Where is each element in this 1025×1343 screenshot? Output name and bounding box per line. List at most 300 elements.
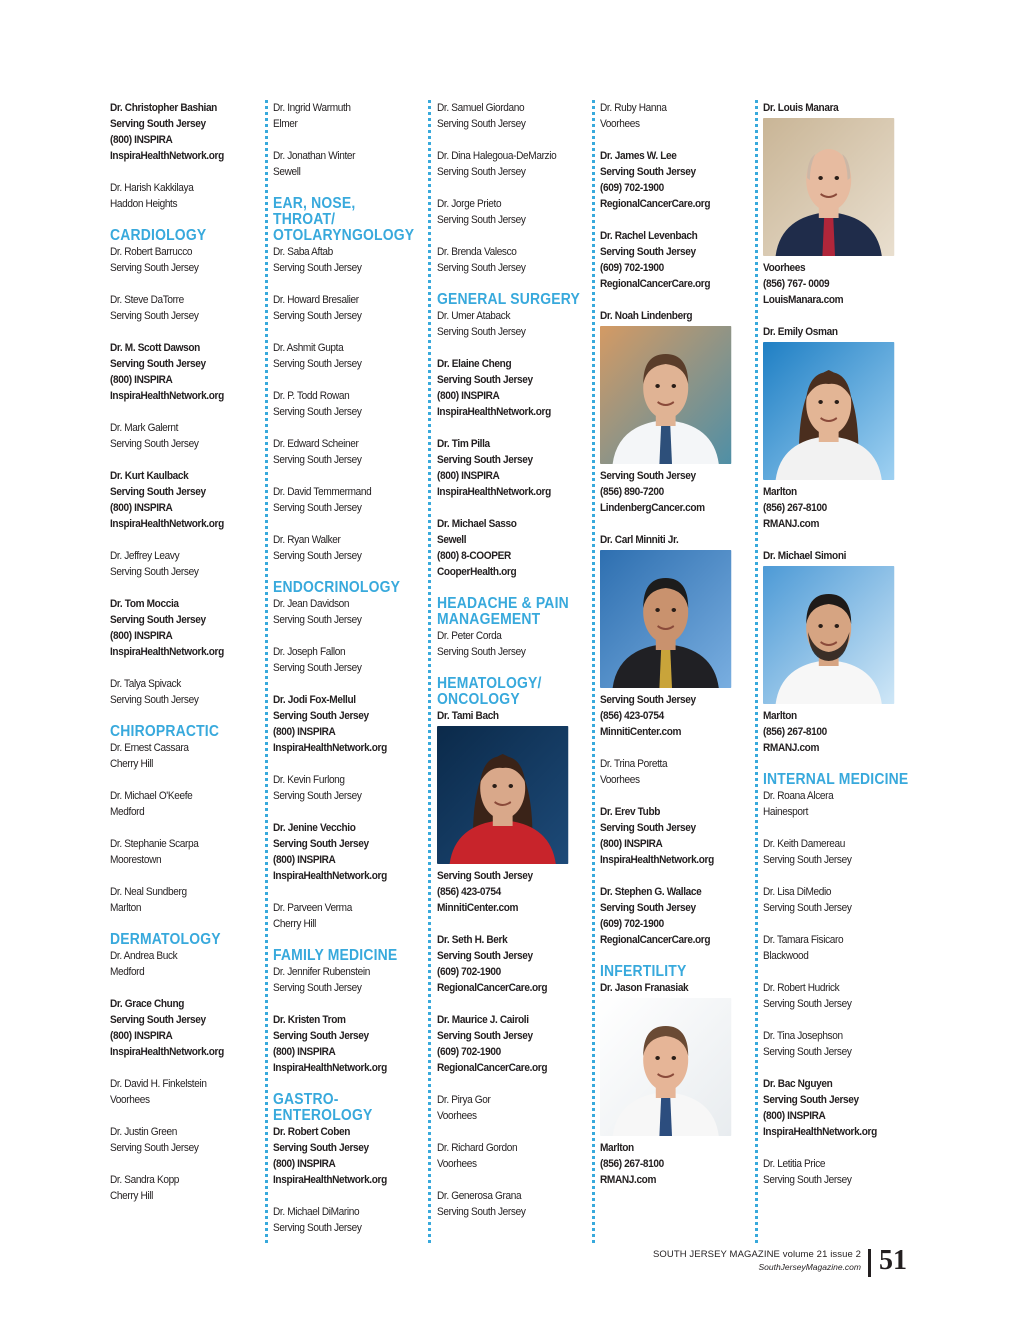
doctor-name: Dr. Erev Tubb xyxy=(600,806,661,818)
doctor-website[interactable]: InspiraHealthNetwork.org xyxy=(110,390,224,402)
doctor-listing xyxy=(437,1188,574,1220)
doctor-name: Dr. Christopher Bashian xyxy=(110,102,217,114)
doctor-location: Sewell xyxy=(273,166,301,178)
doctor-name: Dr. Tamara Fisicaro xyxy=(763,934,844,946)
section-heading-line: INTERNAL MEDICINE xyxy=(763,771,909,788)
doctor-listing xyxy=(110,1076,247,1108)
doctor-location: Serving South Jersey xyxy=(437,646,526,658)
doctor-phone: (609) 702-1900 xyxy=(600,262,664,274)
doctor-website[interactable]: RegionalCancerCare.org xyxy=(600,934,711,946)
doctor-listing xyxy=(763,836,900,868)
doctor-location: Haddon Heights xyxy=(110,198,178,210)
doctor-name: Dr. Harish Kakkilaya xyxy=(110,182,194,194)
doctor-website[interactable]: InspiraHealthNetwork.org xyxy=(273,742,387,754)
doctor-name: Dr. Letitia Price xyxy=(763,1158,826,1170)
doctor-name: Dr. Edward Scheiner xyxy=(273,438,359,450)
doctor-name: Dr. Bac Nguyen xyxy=(763,1078,833,1090)
doctor-name: Dr. Roana Alcera xyxy=(763,790,834,802)
doctor-photo xyxy=(600,998,731,1136)
doctor-photo xyxy=(600,326,731,464)
doctor-location: Cherry Hill xyxy=(110,1190,154,1202)
doctor-phone: (800) INSPIRA xyxy=(437,470,500,482)
doctor-name: Dr. Maurice J. Cairoli xyxy=(437,1014,529,1026)
doctor-location: Serving South Jersey xyxy=(763,902,852,914)
doctor-phone: (800) INSPIRA xyxy=(600,838,663,850)
doctor-listing xyxy=(110,996,247,1060)
doctor-phone: (856) 767- 0009 xyxy=(763,278,830,290)
doctor-location: Serving South Jersey xyxy=(437,166,526,178)
doctor-name: Dr. Jodi Fox-Mellul xyxy=(273,694,356,706)
doctor-listing-featured xyxy=(763,324,900,532)
doctor-name: Dr. Peter Corda xyxy=(437,630,502,642)
doctor-listing xyxy=(600,228,737,292)
doctor-name: Dr. David Temmermand xyxy=(273,486,372,498)
doctor-location: Serving South Jersey xyxy=(763,998,852,1010)
doctor-listing xyxy=(437,1012,574,1076)
doctor-location: Serving South Jersey xyxy=(273,406,362,418)
doctor-location: Serving South Jersey xyxy=(437,1206,526,1218)
doctor-name: Dr. Jeffrey Leavy xyxy=(110,550,180,562)
doctor-listing xyxy=(763,1076,900,1140)
doctor-listing xyxy=(110,948,247,980)
section-heading-internal-medicine xyxy=(763,771,909,788)
doctor-listing xyxy=(600,100,737,132)
doctor-location: Hainesport xyxy=(763,806,809,818)
doctor-listing xyxy=(273,436,410,468)
doctor-listing-featured xyxy=(437,708,574,916)
column-divider xyxy=(592,100,595,1243)
doctor-name: Dr. Lisa DiMedio xyxy=(763,886,832,898)
doctor-listing xyxy=(273,900,410,932)
doctor-location: Voorhees xyxy=(437,1110,477,1122)
doctor-listing xyxy=(110,244,247,276)
doctor-name: Dr. Andrea Buck xyxy=(110,950,178,962)
doctor-photo xyxy=(600,550,731,688)
doctor-name: Dr. Robert Barrucco xyxy=(110,246,193,258)
doctor-name: Dr. Mark Galernt xyxy=(110,422,179,434)
doctor-website[interactable]: InspiraHealthNetwork.org xyxy=(763,1126,877,1138)
doctor-website[interactable]: RegionalCancerCare.org xyxy=(437,982,548,994)
doctor-location: Voorhees xyxy=(600,774,640,786)
doctor-listing xyxy=(437,148,574,180)
directory-column-5 xyxy=(763,100,909,1204)
section-heading-gastro-enterology xyxy=(273,1092,410,1124)
doctor-listing xyxy=(437,244,574,276)
section-heading-line: ENDOCRINOLOGY xyxy=(273,579,401,596)
doctor-photo xyxy=(437,726,568,864)
footer-divider xyxy=(868,1249,871,1277)
doctor-phone: (609) 702-1900 xyxy=(437,966,501,978)
doctor-listing xyxy=(110,340,247,404)
doctor-listing xyxy=(437,1140,574,1172)
doctor-location: Marlton xyxy=(763,710,797,722)
doctor-name: Dr. Joseph Fallon xyxy=(273,646,346,658)
doctor-name: Dr. Tami Bach xyxy=(437,710,499,722)
doctor-listing xyxy=(273,1124,410,1188)
doctor-location: Serving South Jersey xyxy=(273,662,362,674)
doctor-listing xyxy=(110,884,247,916)
doctor-name: Dr. Pirya Gor xyxy=(437,1094,491,1106)
doctor-name: Dr. Jennifer Rubenstein xyxy=(273,966,370,978)
doctor-listing xyxy=(763,788,900,820)
doctor-listing xyxy=(763,980,900,1012)
doctor-phone: (800) INSPIRA xyxy=(437,390,500,402)
doctor-phone: (609) 702-1900 xyxy=(600,182,664,194)
doctor-listing xyxy=(273,100,410,132)
doctor-listing xyxy=(437,932,574,996)
section-heading-line: DERMATOLOGY xyxy=(110,931,221,948)
doctor-listing-featured xyxy=(600,308,737,516)
column-divider xyxy=(265,100,268,1243)
doctor-location: Marlton xyxy=(110,902,142,914)
doctor-phone: (800) 8-COOPER xyxy=(437,550,511,562)
doctor-listing xyxy=(600,148,737,212)
doctor-phone: (856) 890-7200 xyxy=(600,486,664,498)
doctor-website[interactable]: RegionalCancerCare.org xyxy=(600,198,711,210)
doctor-location: Serving South Jersey xyxy=(110,1142,199,1154)
doctor-location: Marlton xyxy=(763,486,797,498)
doctor-photo xyxy=(763,118,894,256)
doctor-name: Dr. Tina Josephson xyxy=(763,1030,843,1042)
doctor-website[interactable]: InspiraHealthNetwork.org xyxy=(110,150,224,162)
doctor-phone: (800) INSPIRA xyxy=(273,854,336,866)
doctor-listing-featured xyxy=(763,548,900,756)
doctor-name: Dr. Samuel Giordano xyxy=(437,102,525,114)
doctor-phone: (856) 267-8100 xyxy=(763,726,827,738)
directory-column-3 xyxy=(437,100,581,1236)
section-heading-line: ENTEROLOGY xyxy=(273,1107,373,1124)
doctor-phone: (856) 267-8100 xyxy=(600,1158,664,1170)
doctor-listing xyxy=(110,292,247,324)
doctor-location: Serving South Jersey xyxy=(110,438,199,450)
doctor-listing xyxy=(437,356,574,420)
doctor-name: Dr. Ruby Hanna xyxy=(600,102,667,114)
doctor-name: Dr. Jorge Prieto xyxy=(437,198,502,210)
doctor-listing xyxy=(437,628,574,660)
doctor-location: Serving South Jersey xyxy=(273,982,362,994)
doctor-listing xyxy=(273,964,410,996)
doctor-name: Dr. Seth H. Berk xyxy=(437,934,508,946)
doctor-location: Serving South Jersey xyxy=(273,310,362,322)
doctor-website[interactable]: InspiraHealthNetwork.org xyxy=(110,518,224,530)
doctor-website[interactable]: RMANJ.com xyxy=(600,1174,657,1186)
doctor-name: Dr. Rachel Levenbach xyxy=(600,230,698,242)
section-heading-headache-pain-management xyxy=(437,596,574,628)
doctor-name: Dr. Tom Moccia xyxy=(110,598,179,610)
doctor-location: Serving South Jersey xyxy=(763,1174,852,1186)
doctor-location: Serving South Jersey xyxy=(600,694,696,706)
doctor-location: Serving South Jersey xyxy=(600,166,696,178)
doctor-location: Serving South Jersey xyxy=(437,454,533,466)
section-heading-chiropractic xyxy=(110,724,247,740)
doctor-name: Dr. Carl Minniti Jr. xyxy=(600,534,679,546)
doctor-name: Dr. Umer Ataback xyxy=(437,310,511,322)
doctor-listing xyxy=(110,180,247,212)
doctor-name: Dr. Grace Chung xyxy=(110,998,185,1010)
doctor-name: Dr. Michael Sasso xyxy=(437,518,517,530)
magazine-issue: volume 21 issue 2 xyxy=(782,1249,861,1260)
doctor-listing xyxy=(110,1124,247,1156)
doctor-location: Serving South Jersey xyxy=(110,310,199,322)
doctor-location: Serving South Jersey xyxy=(273,454,362,466)
section-heading-line: FAMILY MEDICINE xyxy=(273,947,398,964)
doctor-listing xyxy=(110,676,247,708)
doctor-website[interactable]: InspiraHealthNetwork.org xyxy=(273,870,387,882)
doctor-listing xyxy=(437,196,574,228)
section-heading-general-surgery xyxy=(437,291,581,308)
doctor-location: Serving South Jersey xyxy=(437,326,526,338)
doctor-website[interactable]: LindenbergCancer.com xyxy=(600,502,705,514)
doctor-listing xyxy=(110,788,247,820)
doctor-listing-featured xyxy=(600,532,737,740)
doctor-location: Serving South Jersey xyxy=(273,1142,369,1154)
doctor-listing xyxy=(437,1092,574,1124)
doctor-name: Dr. Jason Franasiak xyxy=(600,982,689,994)
doctor-location: Serving South Jersey xyxy=(273,550,362,562)
doctor-location: Serving South Jersey xyxy=(110,566,199,578)
doctor-listing xyxy=(110,548,247,580)
doctor-location: Serving South Jersey xyxy=(273,710,369,722)
magazine-name: SOUTH JERSEY MAGAZINE xyxy=(652,1249,780,1260)
doctor-name: Dr. Dina Halegoua-DeMarzio xyxy=(437,150,557,162)
doctor-location: Serving South Jersey xyxy=(437,118,526,130)
doctor-listing xyxy=(110,468,247,532)
doctor-name: Dr. Ryan Walker xyxy=(273,534,341,546)
doctor-location: Serving South Jersey xyxy=(600,246,696,258)
doctor-name: Dr. Michael Simoni xyxy=(763,550,847,562)
column-divider xyxy=(755,100,758,1243)
doctor-location: Serving South Jersey xyxy=(110,118,206,130)
doctor-name: Dr. Michael DiMarino xyxy=(273,1206,360,1218)
doctor-location: Sewell xyxy=(437,534,467,546)
doctor-listing xyxy=(273,644,410,676)
doctor-name: Dr. Louis Manara xyxy=(763,102,839,114)
doctor-location: Serving South Jersey xyxy=(600,822,696,834)
magazine-credit xyxy=(653,1249,861,1260)
doctor-website[interactable]: LouisManara.com xyxy=(763,294,844,306)
doctor-location: Serving South Jersey xyxy=(273,1222,362,1234)
doctor-name: Dr. David H. Finkelstein xyxy=(110,1078,207,1090)
doctor-location: Serving South Jersey xyxy=(273,262,362,274)
doctor-location: Serving South Jersey xyxy=(273,1030,369,1042)
doctor-phone: (800) INSPIRA xyxy=(110,502,173,514)
section-heading-hematology-oncology xyxy=(437,676,574,708)
doctor-location: Serving South Jersey xyxy=(110,1014,206,1026)
doctor-website[interactable]: RMANJ.com xyxy=(763,742,820,754)
doctor-name: Dr. Michael O'Keefe xyxy=(110,790,193,802)
doctor-phone: (856) 423-0754 xyxy=(437,886,501,898)
doctor-location: Serving South Jersey xyxy=(763,854,852,866)
doctor-listing xyxy=(273,1012,410,1076)
doctor-name: Dr. Tim Pilla xyxy=(437,438,490,450)
doctor-website[interactable]: InspiraHealthNetwork.org xyxy=(600,854,714,866)
doctor-phone: (800) INSPIRA xyxy=(273,726,336,738)
doctor-name: Dr. Jenine Vecchio xyxy=(273,822,356,834)
directory-column-2 xyxy=(273,100,415,1252)
doctor-phone: (800) INSPIRA xyxy=(273,1158,336,1170)
doctor-name: Dr. Noah Lindenberg xyxy=(600,310,693,322)
doctor-listing xyxy=(600,804,737,868)
doctor-website[interactable]: InspiraHealthNetwork.org xyxy=(437,486,551,498)
doctor-website[interactable]: RegionalCancerCare.org xyxy=(600,278,711,290)
doctor-website[interactable]: RMANJ.com xyxy=(763,518,820,530)
doctor-name: Dr. Parveen Verma xyxy=(273,902,352,914)
doctor-phone: (800) INSPIRA xyxy=(110,374,173,386)
doctor-location: Serving South Jersey xyxy=(110,694,199,706)
doctor-listing xyxy=(437,100,574,132)
magazine-website: SouthJerseyMagazine.com xyxy=(758,1262,861,1272)
doctor-location: Serving South Jersey xyxy=(273,358,362,370)
doctor-phone: (609) 702-1900 xyxy=(437,1046,501,1058)
doctor-phone: (856) 267-8100 xyxy=(763,502,827,514)
section-heading-line: OTOLARYNGOLOGY xyxy=(273,227,415,244)
doctor-location: Serving South Jersey xyxy=(273,614,362,626)
doctor-website[interactable]: InspiraHealthNetwork.org xyxy=(110,646,224,658)
doctor-website[interactable]: MinnitiCenter.com xyxy=(437,902,519,914)
doctor-name: Dr. Howard Bresalier xyxy=(273,294,359,306)
doctor-location: Medford xyxy=(110,966,145,978)
doctor-listing xyxy=(763,1156,900,1188)
section-heading-line: INFERTILITY xyxy=(600,963,687,980)
section-heading-line: EAR, NOSE, xyxy=(273,195,356,212)
doctor-listing xyxy=(273,596,410,628)
doctor-listing xyxy=(273,340,410,372)
section-heading-line: HEADACHE & PAIN xyxy=(437,595,569,612)
directory-column-4 xyxy=(600,100,737,1204)
doctor-phone: (800) INSPIRA xyxy=(273,1046,336,1058)
doctor-listing xyxy=(763,932,900,964)
doctor-website[interactable]: MinnitiCenter.com xyxy=(600,726,682,738)
doctor-listing xyxy=(110,100,247,164)
doctor-listing xyxy=(110,1172,247,1204)
doctor-phone: (800) INSPIRA xyxy=(110,134,173,146)
doctor-location: Serving South Jersey xyxy=(110,358,206,370)
doctor-name: Dr. Elaine Cheng xyxy=(437,358,512,370)
doctor-phone: (800) INSPIRA xyxy=(763,1110,826,1122)
doctor-name: Dr. Jean Davidson xyxy=(273,598,350,610)
doctor-name: Dr. Justin Green xyxy=(110,1126,177,1138)
doctor-name: Dr. P. Todd Rowan xyxy=(273,390,350,402)
doctor-listing xyxy=(273,148,410,180)
doctor-location: Serving South Jersey xyxy=(600,902,696,914)
doctor-location: Medford xyxy=(110,806,145,818)
doctor-listing-featured xyxy=(763,100,900,308)
doctor-name: Dr. Robert Coben xyxy=(273,1126,351,1138)
section-heading-line: GASTRO- xyxy=(273,1091,339,1108)
section-heading-line: CARDIOLOGY xyxy=(110,227,207,244)
doctor-location: Cherry Hill xyxy=(110,758,154,770)
column-divider xyxy=(428,100,431,1243)
doctor-website[interactable]: InspiraHealthNetwork.org xyxy=(273,1062,387,1074)
section-heading-line: GENERAL SURGERY xyxy=(437,291,581,308)
doctor-listing xyxy=(437,436,574,500)
doctor-location: Voorhees xyxy=(110,1094,150,1106)
doctor-phone: (609) 702-1900 xyxy=(600,918,664,930)
doctor-name: Dr. Steve DaTorre xyxy=(110,294,184,306)
doctor-listing xyxy=(110,596,247,660)
doctor-location: Marlton xyxy=(600,1142,634,1154)
doctor-website[interactable]: InspiraHealthNetwork.org xyxy=(110,1046,224,1058)
section-heading-line: ONCOLOGY xyxy=(437,691,520,708)
doctor-listing xyxy=(437,308,574,340)
doctor-phone: (856) 423-0754 xyxy=(600,710,664,722)
doctor-name: Dr. Saba Aftab xyxy=(273,246,333,258)
doctor-website[interactable]: CooperHealth.org xyxy=(437,566,517,578)
doctor-location: Blackwood xyxy=(763,950,809,962)
doctor-name: Dr. Brenda Valesco xyxy=(437,246,517,258)
doctor-listing xyxy=(110,836,247,868)
doctor-name: Dr. Emily Osman xyxy=(763,326,838,338)
doctor-location: Cherry Hill xyxy=(273,918,317,930)
doctor-location: Serving South Jersey xyxy=(763,1094,859,1106)
doctor-listing xyxy=(110,420,247,452)
section-heading-dermatology xyxy=(110,932,247,948)
doctor-photo xyxy=(763,342,894,480)
doctor-name: Dr. Robert Hudrick xyxy=(763,982,840,994)
doctor-listing xyxy=(273,820,410,884)
doctor-location: Serving South Jersey xyxy=(437,870,533,882)
doctor-listing xyxy=(600,884,737,948)
section-heading-cardiology xyxy=(110,228,247,244)
doctor-location: Serving South Jersey xyxy=(110,614,206,626)
doctor-website[interactable]: RegionalCancerCare.org xyxy=(437,1062,548,1074)
doctor-listing xyxy=(273,244,410,276)
doctor-listing xyxy=(273,484,410,516)
section-heading-line: CHIROPRACTIC xyxy=(110,723,220,740)
doctor-location: Serving South Jersey xyxy=(437,214,526,226)
doctor-name: Dr. Ingrid Warmuth xyxy=(273,102,351,114)
doctor-listing xyxy=(437,516,574,580)
section-heading-line: HEMATOLOGY/ xyxy=(437,675,542,692)
section-heading-family-medicine xyxy=(273,948,410,964)
doctor-name: Dr. Trina Poretta xyxy=(600,758,668,770)
directory-column-1 xyxy=(110,100,247,1220)
doctor-location: Serving South Jersey xyxy=(437,950,533,962)
section-heading-infertility xyxy=(600,964,737,980)
doctor-location: Serving South Jersey xyxy=(110,262,199,274)
doctor-location: Voorhees xyxy=(600,118,640,130)
doctor-listing xyxy=(273,692,410,756)
doctor-name: Dr. Stephanie Scarpa xyxy=(110,838,199,850)
doctor-listing xyxy=(273,532,410,564)
doctor-name: Dr. Generosa Grana xyxy=(437,1190,522,1202)
doctor-name: Dr. Jonathan Winter xyxy=(273,150,356,162)
doctor-location: Serving South Jersey xyxy=(273,502,362,514)
doctor-location: Elmer xyxy=(273,118,298,130)
doctor-website[interactable]: InspiraHealthNetwork.org xyxy=(437,406,551,418)
doctor-name: Dr. M. Scott Dawson xyxy=(110,342,200,354)
doctor-location: Serving South Jersey xyxy=(110,486,206,498)
doctor-location: Serving South Jersey xyxy=(437,262,526,274)
doctor-name: Dr. Kurt Kaulback xyxy=(110,470,189,482)
doctor-name: Dr. Keith Damereau xyxy=(763,838,845,850)
doctor-location: Serving South Jersey xyxy=(273,790,362,802)
doctor-location: Voorhees xyxy=(437,1158,477,1170)
doctor-location: Serving South Jersey xyxy=(600,470,696,482)
doctor-listing xyxy=(110,740,247,772)
section-heading-endocrinology xyxy=(273,580,410,596)
doctor-location: Moorestown xyxy=(110,854,162,866)
section-heading-ear-nose-throat-otolaryngology xyxy=(273,195,415,244)
doctor-name: Dr. Ashmit Gupta xyxy=(273,342,344,354)
doctor-location: Serving South Jersey xyxy=(437,374,533,386)
doctor-listing-featured xyxy=(600,980,737,1188)
doctor-listing xyxy=(600,756,737,788)
page-number: 51 xyxy=(879,1245,907,1276)
doctor-website[interactable]: InspiraHealthNetwork.org xyxy=(273,1174,387,1186)
doctor-phone: (800) INSPIRA xyxy=(110,1030,173,1042)
doctor-listing xyxy=(273,772,410,804)
